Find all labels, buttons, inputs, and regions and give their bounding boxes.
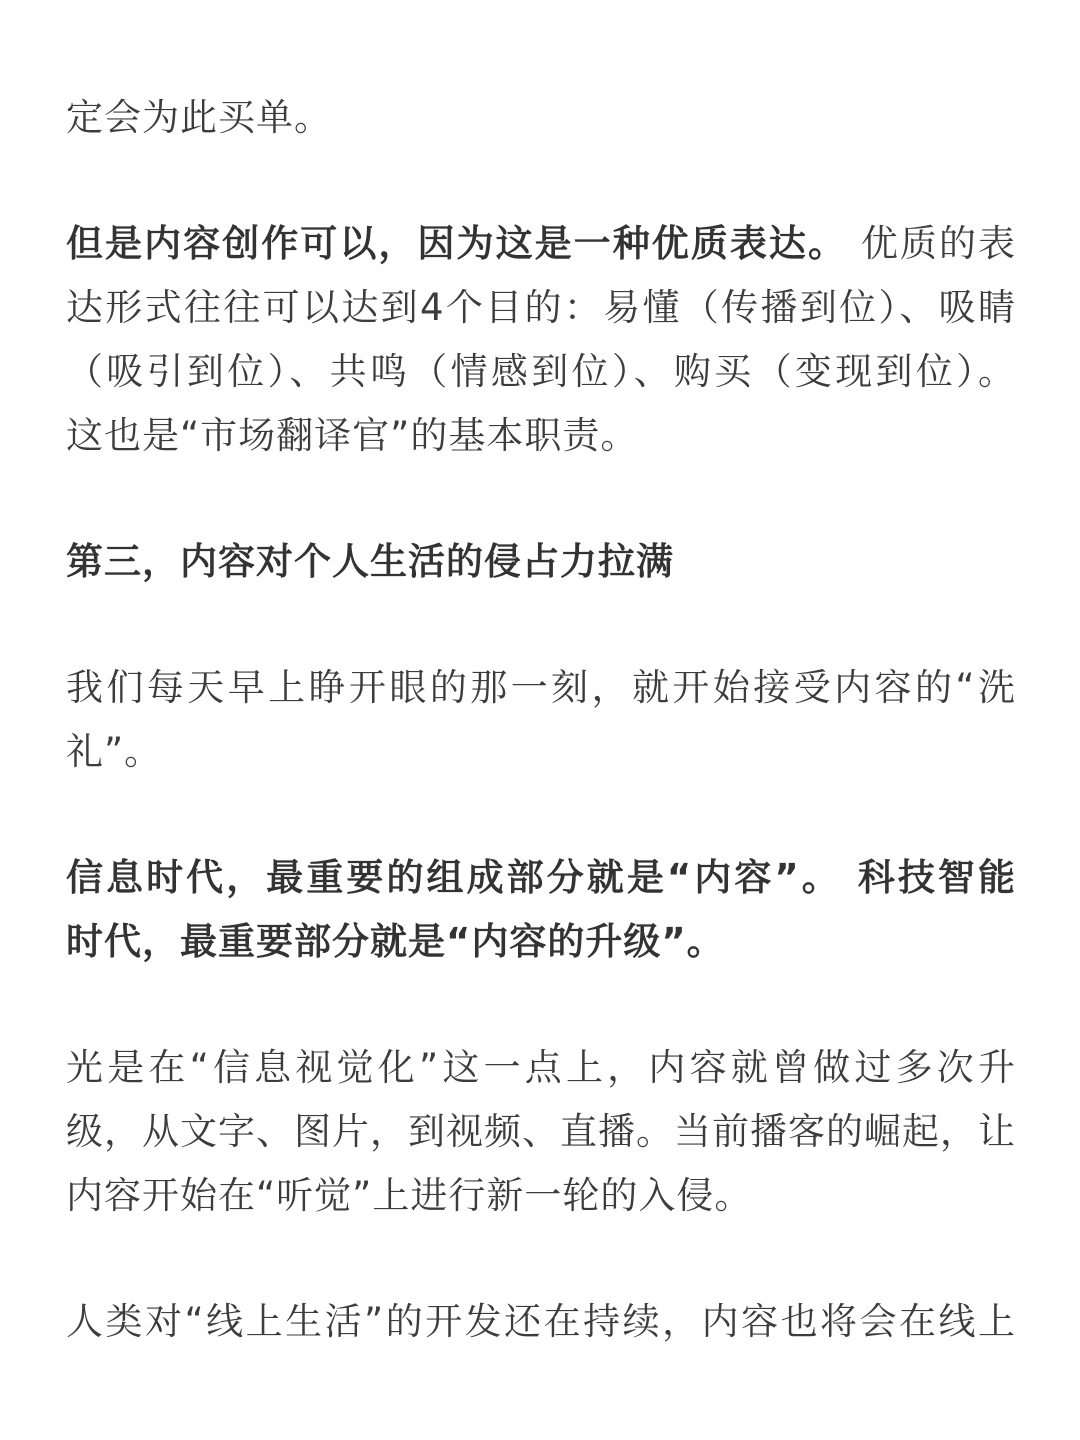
bold-emphasis: 但是内容创作可以，因为这是一种优质表达。 xyxy=(66,222,848,265)
text-line xyxy=(66,222,1016,266)
text-run: 优质的表 xyxy=(847,222,1016,265)
bold-text-line: 信息时代，最重要的组成部分就是“内容”。 科技智能 xyxy=(66,856,1016,899)
bold-text-line: 时代，最重要部分就是“内容的升级”。 xyxy=(66,920,725,963)
text-line: 光是在“信息视觉化”这一点上，内容就曾做过多次升 xyxy=(66,1046,1016,1089)
text-line: 这也是“市场翻译官”的基本职责。 xyxy=(66,414,639,457)
text-line: 我们每天早上睁开眼的那一刻，就开始接受内容的“洗 xyxy=(66,666,1016,709)
text-line: 内容开始在“听觉”上进行新一轮的入侵。 xyxy=(66,1174,753,1217)
text-line: （吸引到位）、共鸣（情感到位）、购买（变现到位）。 xyxy=(66,350,1016,393)
text-line: 礼”。 xyxy=(66,730,163,773)
section-heading: 第三，内容对个人生活的侵占力拉满 xyxy=(66,540,674,583)
text-line: 级，从文字、图片，到视频、直播。当前播客的崛起，让 xyxy=(66,1110,1016,1153)
text-line: 达形式往往可以达到4个目的：易懂（传播到位）、吸睛 xyxy=(66,286,1016,329)
text-line: 定会为此买单。 xyxy=(66,96,332,139)
text-line: 人类对“线上生活”的开发还在持续，内容也将会在线上 xyxy=(66,1300,1016,1343)
